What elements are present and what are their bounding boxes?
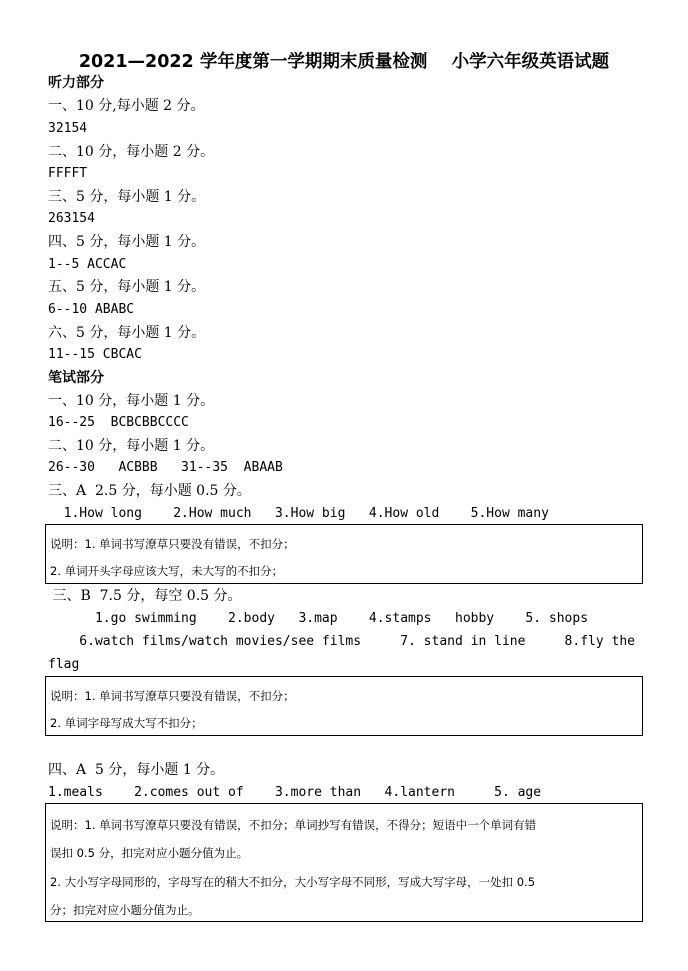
- note-3b-line1: 说明：1. 单词书写潦草只要没有错误，不扣分；: [50, 689, 295, 703]
- note-4a-line4: 分；扣完对应小题分值为止。: [50, 903, 200, 917]
- listening-s2-answers: FFFFT: [48, 166, 88, 181]
- writing-heading: 笔试部分: [48, 370, 104, 386]
- listening-s1-answers: 32154: [48, 121, 88, 136]
- listening-s1-head: 一、10 分,每小题 2 分。: [48, 98, 205, 114]
- listening-s5-answers: 6--10 ABABC: [48, 302, 135, 317]
- writing-w3b-answers-1: 1.go swimming 2.body 3.map 4.stamps hobby 5. shops: [48, 611, 589, 626]
- writing-w3a-answers: 1.How long 2.How much 3.How big 4.How old 5.How many: [48, 506, 549, 521]
- listening-heading: 听力部分: [48, 75, 104, 91]
- listening-s4-head: 四、5 分，每小题 1 分。: [48, 234, 206, 250]
- note-3a-line2: 2. 单词开头字母应该大写，未大写的不扣分；: [50, 564, 284, 578]
- writing-w2-head: 二、10 分，每小题 1 分。: [48, 438, 215, 454]
- note-4a-line1: 说明：1. 单词书写潦草只要没有错误，不扣分；单词抄写有错误，不得分；短语中一个单词有错: [50, 818, 537, 832]
- writing-w3b-answers-3: flag: [48, 657, 80, 672]
- writing-w1-answers: 16--25 BCBCBBCCCC: [48, 415, 189, 430]
- writing-w4a-answers: 1.meals 2.comes out of 3.more than 4.lantern 5. age: [48, 785, 542, 800]
- page-title: 2021—2022 学年度第一学期期末质量检测 小学六年级英语试题: [78, 52, 610, 72]
- writing-w2-answers: 26--30 ACBBB 31--35 ABAAB: [48, 460, 283, 475]
- listening-s4-answers: 1--5 ACCAC: [48, 257, 127, 272]
- writing-w4a-head: 四、A 5 分，每小题 1 分。: [48, 762, 225, 778]
- listening-s6-answers: 11--15 CBCAC: [48, 347, 142, 362]
- note-4a-line3: 2. 大小写字母同形的，字母写在的稍大不扣分，大小写字母不同形，写成大写字母，一处扣 0.5: [50, 875, 536, 889]
- note-4a-line2: 误扣 0.5 分，扣完对应小题分值为止。: [50, 846, 249, 860]
- listening-s2-head: 二、10 分，每小题 2 分。: [48, 144, 215, 160]
- listening-s3-head: 三、5 分，每小题 1 分。: [48, 189, 206, 205]
- note-3a-line1: 说明：1. 单词书写潦草只要没有错误，不扣分；: [50, 537, 295, 551]
- listening-s6-head: 六、5 分，每小题 1 分。: [48, 325, 206, 341]
- writing-w1-head: 一、10 分，每小题 1 分。: [48, 393, 215, 409]
- listening-s3-answers: 263154: [48, 211, 95, 226]
- listening-s5-head: 五、5 分，每小题 1 分。: [48, 279, 206, 295]
- note-box-3a: [45, 524, 643, 584]
- writing-w3a-head: 三、A 2.5 分，每小题 0.5 分。: [48, 483, 251, 499]
- note-box-3b: [45, 676, 643, 736]
- note-3b-line2: 2. 单词字母写成大写不扣分；: [50, 716, 203, 730]
- writing-w3b-head: 三、B 7.5 分，每空 0.5 分。: [48, 588, 242, 604]
- writing-w3b-answers-2: 6.watch films/watch movies/see films 7. stand in line 8.fly the: [48, 634, 635, 649]
- note-box-4a: [45, 803, 643, 922]
